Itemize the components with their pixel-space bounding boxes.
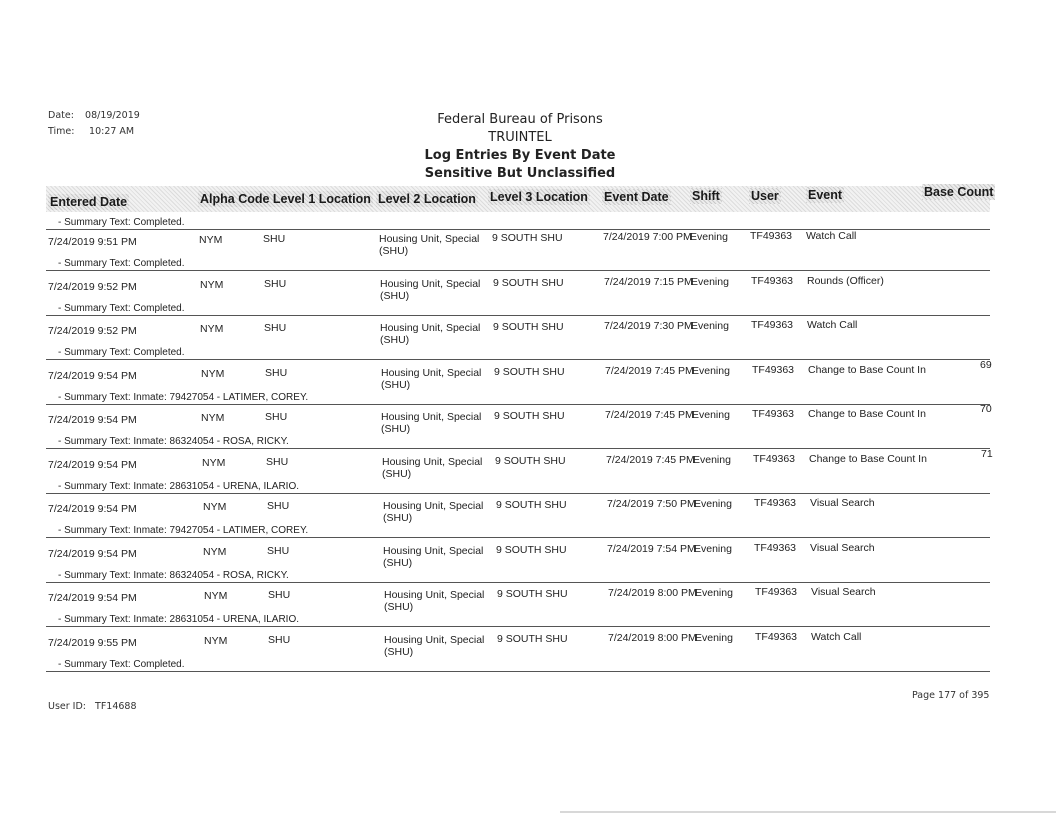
row-divider — [46, 315, 990, 316]
alpha-code-cell: NYM — [200, 279, 224, 291]
page-number: Page 177 of 395 — [912, 690, 990, 701]
user-cell: TF49363 — [753, 453, 796, 465]
summary-text: - Summary Text: Inmate: 79427054 - LATIMER, COREY. — [58, 392, 309, 403]
level1-location-cell: SHU — [267, 545, 290, 557]
report-time — [48, 126, 134, 137]
level3-location-cell: 9 SOUTH SHU — [497, 633, 568, 645]
level2-location-cell: Housing Unit, Special (SHU) — [381, 367, 482, 391]
row-divider — [46, 404, 990, 405]
shift-cell: Evening — [695, 632, 733, 644]
summary-text: - Summary Text: Inmate: 28631054 - URENA, ILARIO. — [58, 614, 300, 625]
summary-text: - Summary Text: Completed. — [58, 659, 185, 670]
row-divider — [46, 359, 990, 360]
level1-location-cell: SHU — [265, 411, 288, 423]
level1-location-cell: SHU — [268, 634, 291, 646]
user-cell: TF49363 — [751, 275, 794, 287]
row-divider — [46, 626, 990, 627]
base-count-cell: 69 — [980, 359, 992, 371]
level2-location-cell: Housing Unit, Special (SHU) — [380, 278, 481, 302]
col-alpha-level1: Alpha Code Level 1 Location — [200, 192, 371, 206]
event-date-cell: 7/24/2019 8:00 PM — [608, 587, 697, 599]
level2-location-cell: Housing Unit, Special (SHU) — [383, 500, 484, 524]
entered-date-cell: 7/24/2019 9:54 PM — [48, 459, 137, 471]
user-cell: TF49363 — [754, 497, 797, 509]
level1-location-cell: SHU — [267, 500, 290, 512]
row-divider — [46, 493, 990, 494]
shift-cell: Evening — [694, 498, 732, 510]
row-divider — [46, 448, 990, 449]
event-cell: Visual Search — [810, 497, 875, 509]
event-cell: Rounds (Officer) — [807, 275, 884, 287]
time-label: Time: — [48, 126, 75, 137]
report-date — [48, 110, 140, 121]
event-cell: Watch Call — [806, 230, 857, 242]
row-divider — [46, 582, 990, 583]
scan-edge — [560, 811, 1056, 813]
time-value: 10:27 AM — [89, 126, 135, 137]
alpha-code-cell: NYM — [201, 412, 225, 424]
entered-date-cell: 7/24/2019 9:54 PM — [48, 370, 137, 382]
org-title: Federal Bureau of Prisons — [437, 112, 603, 127]
event-cell: Watch Call — [811, 631, 862, 643]
entered-date-cell: 7/24/2019 9:54 PM — [48, 548, 137, 560]
user-cell: TF49363 — [751, 319, 794, 331]
col-entered-date: Entered Date — [50, 195, 128, 209]
level2-location-cell: Housing Unit, Special (SHU) — [384, 634, 485, 658]
level2-location-cell: Housing Unit, Special (SHU) — [384, 589, 485, 613]
level3-location-cell: 9 SOUTH SHU — [492, 232, 563, 244]
entered-date-cell: 7/24/2019 9:54 PM — [48, 592, 137, 604]
col-level3: Level 3 Location — [490, 190, 588, 204]
user-cell: TF49363 — [755, 631, 798, 643]
event-cell: Watch Call — [807, 319, 858, 331]
user-cell: TF49363 — [754, 542, 797, 554]
user-id-value: TF14688 — [95, 701, 137, 712]
row-divider — [46, 671, 990, 672]
event-date-cell: 7/24/2019 7:45 PM — [606, 454, 695, 466]
col-shift: Shift — [692, 189, 720, 203]
entered-date-cell: 7/24/2019 9:55 PM — [48, 637, 137, 649]
level2-location-cell: Housing Unit, Special (SHU) — [381, 411, 482, 435]
user-cell: TF49363 — [752, 364, 795, 376]
level3-location-cell: 9 SOUTH SHU — [493, 321, 564, 333]
row-divider — [46, 270, 990, 271]
event-date-cell: 7/24/2019 8:00 PM — [608, 632, 697, 644]
alpha-code-cell: NYM — [204, 590, 228, 602]
col-level2: Level 2 Location — [378, 192, 476, 206]
level1-location-cell: SHU — [268, 589, 291, 601]
summary-text: - Summary Text: Inmate: 79427054 - LATIMER, COREY. — [58, 525, 309, 536]
alpha-code-cell: NYM — [200, 323, 224, 335]
event-cell: Change to Base Count In — [808, 364, 926, 376]
event-cell: Change to Base Count In — [808, 408, 926, 420]
base-count-cell: 70 — [980, 403, 992, 415]
summary-text: - Summary Text: Completed. — [58, 303, 185, 314]
entered-date-cell: 7/24/2019 9:52 PM — [48, 325, 137, 337]
level3-location-cell: 9 SOUTH SHU — [497, 588, 568, 600]
event-date-cell: 7/24/2019 7:54 PM — [607, 543, 696, 555]
entered-date-cell: 7/24/2019 9:51 PM — [48, 236, 137, 248]
report-title: Log Entries By Event Date — [424, 148, 616, 163]
shift-cell: Evening — [691, 276, 729, 288]
level1-location-cell: SHU — [266, 456, 289, 468]
level2-location-cell: Housing Unit, Special (SHU) — [380, 322, 481, 346]
alpha-code-cell: NYM — [199, 234, 223, 246]
level3-location-cell: 9 SOUTH SHU — [494, 410, 565, 422]
base-count-cell: 71 — [981, 448, 993, 460]
col-event: Event — [808, 188, 843, 202]
event-date-cell: 7/24/2019 7:45 PM — [605, 365, 694, 377]
shift-cell: Evening — [692, 409, 730, 421]
event-date-cell: 7/24/2019 7:30 PM — [604, 320, 693, 332]
summary-text: - Summary Text: Completed. — [58, 258, 185, 269]
level3-location-cell: 9 SOUTH SHU — [496, 544, 567, 556]
summary-text: - Summary Text: Inmate: 86324054 - ROSA, RICKY. — [58, 436, 289, 447]
col-event-date: Event Date — [604, 190, 669, 204]
user-cell: TF49363 — [752, 408, 795, 420]
event-cell: Visual Search — [811, 586, 876, 598]
system-title: TRUINTEL — [488, 130, 552, 145]
shift-cell: Evening — [693, 454, 731, 466]
date-label: Date: — [48, 110, 74, 121]
footer-user — [48, 701, 137, 712]
event-cell: Visual Search — [810, 542, 875, 554]
summary-text: - Summary Text: Inmate: 86324054 - ROSA, RICKY. — [58, 570, 289, 581]
level1-location-cell: SHU — [263, 233, 286, 245]
classification-label: Sensitive But Unclassified — [424, 166, 616, 181]
level3-location-cell: 9 SOUTH SHU — [496, 499, 567, 511]
shift-cell: Evening — [694, 543, 732, 555]
level2-location-cell: Housing Unit, Special (SHU) — [382, 456, 483, 480]
event-date-cell: 7/24/2019 7:50 PM — [607, 498, 696, 510]
col-user: User — [751, 189, 779, 203]
col-base-count: Base Count — [924, 185, 994, 199]
level1-location-cell: SHU — [264, 278, 287, 290]
date-value: 08/19/2019 — [85, 110, 140, 121]
event-date-cell: 7/24/2019 7:45 PM — [605, 409, 694, 421]
user-id-label: User ID: — [48, 701, 86, 712]
event-date-cell: 7/24/2019 7:15 PM — [604, 276, 693, 288]
shift-cell: Evening — [695, 587, 733, 599]
row-divider — [46, 537, 990, 538]
level3-location-cell: 9 SOUTH SHU — [493, 277, 564, 289]
user-cell: TF49363 — [755, 586, 798, 598]
event-cell: Change to Base Count In — [809, 453, 927, 465]
shift-cell: Evening — [692, 365, 730, 377]
summary-text: - Summary Text: Completed. — [58, 217, 185, 228]
alpha-code-cell: NYM — [204, 635, 228, 647]
level2-location-cell: Housing Unit, Special (SHU) — [379, 233, 480, 257]
alpha-code-cell: NYM — [203, 546, 227, 558]
entered-date-cell: 7/24/2019 9:52 PM — [48, 281, 137, 293]
event-date-cell: 7/24/2019 7:00 PM — [603, 231, 692, 243]
level3-location-cell: 9 SOUTH SHU — [495, 455, 566, 467]
level2-location-cell: Housing Unit, Special (SHU) — [383, 545, 484, 569]
level1-location-cell: SHU — [264, 322, 287, 334]
shift-cell: Evening — [690, 231, 728, 243]
alpha-code-cell: NYM — [202, 457, 226, 469]
shift-cell: Evening — [691, 320, 729, 332]
level3-location-cell: 9 SOUTH SHU — [494, 366, 565, 378]
alpha-code-cell: NYM — [201, 368, 225, 380]
entered-date-cell: 7/24/2019 9:54 PM — [48, 503, 137, 515]
user-cell: TF49363 — [750, 230, 793, 242]
summary-text: - Summary Text: Completed. — [58, 347, 185, 358]
level1-location-cell: SHU — [265, 367, 288, 379]
alpha-code-cell: NYM — [203, 501, 227, 513]
summary-text: - Summary Text: Inmate: 28631054 - URENA, ILARIO. — [58, 481, 300, 492]
entered-date-cell: 7/24/2019 9:54 PM — [48, 414, 137, 426]
